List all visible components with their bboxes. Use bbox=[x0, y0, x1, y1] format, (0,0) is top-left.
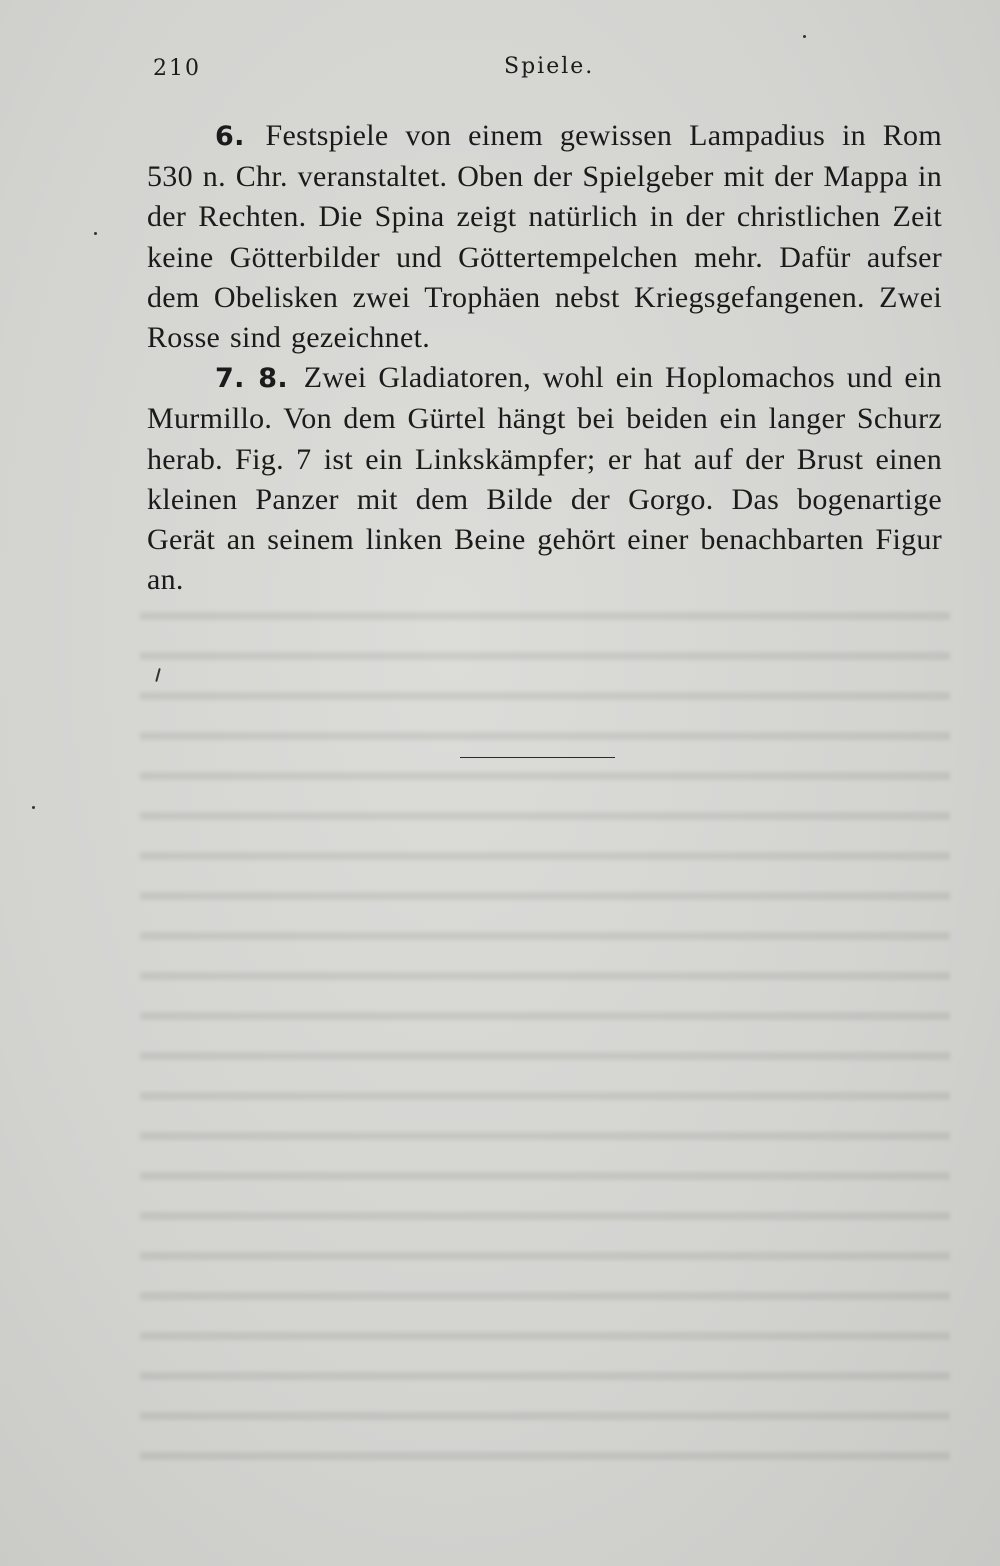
running-header bbox=[148, 52, 940, 86]
running-title: Spiele. bbox=[504, 54, 595, 79]
paragraph-number: 7. 8. bbox=[215, 363, 288, 395]
paragraph-6 bbox=[147, 116, 942, 358]
print-speck bbox=[155, 668, 161, 682]
paragraph-text: Festspiele von einem gewissen Lampadius in Rom 530 n. Chr. veranstaltet. Oben der Spielgeber mit der Mappa in der Rechten. Die Spina zeigt natürlich in der christlichen Zeit keine Götterbilder und Göttertempelchen mehr. Dafür aufser dem Obelisken zwei Trophäen nebst Kriegsgefangenen. Zwei Rosse sind gezeichnet. bbox=[147, 119, 942, 355]
print-speck bbox=[32, 806, 35, 809]
print-speck bbox=[803, 35, 806, 38]
section-divider bbox=[460, 757, 615, 758]
paragraph-7-8 bbox=[147, 358, 942, 600]
show-through-text bbox=[140, 590, 950, 1490]
body-text bbox=[147, 116, 942, 600]
print-speck bbox=[94, 232, 97, 235]
paragraph-number: 6. bbox=[215, 121, 245, 152]
paragraph-text: Zwei Gladiatoren, wohl ein Hoplomachos und ein Murmillo. Von dem Gürtel hängt bei beiden ein langer Schurz herab. Fig. 7 ist ein Linkskämpfer; er hat auf der Brust einen kleinen Panzer mit dem Bilde der Gorgo. Das bogenartige Gerät an seinem linken Beine gehört einer benachbarten Figur an. bbox=[147, 361, 942, 597]
page-number: 210 bbox=[153, 56, 201, 81]
